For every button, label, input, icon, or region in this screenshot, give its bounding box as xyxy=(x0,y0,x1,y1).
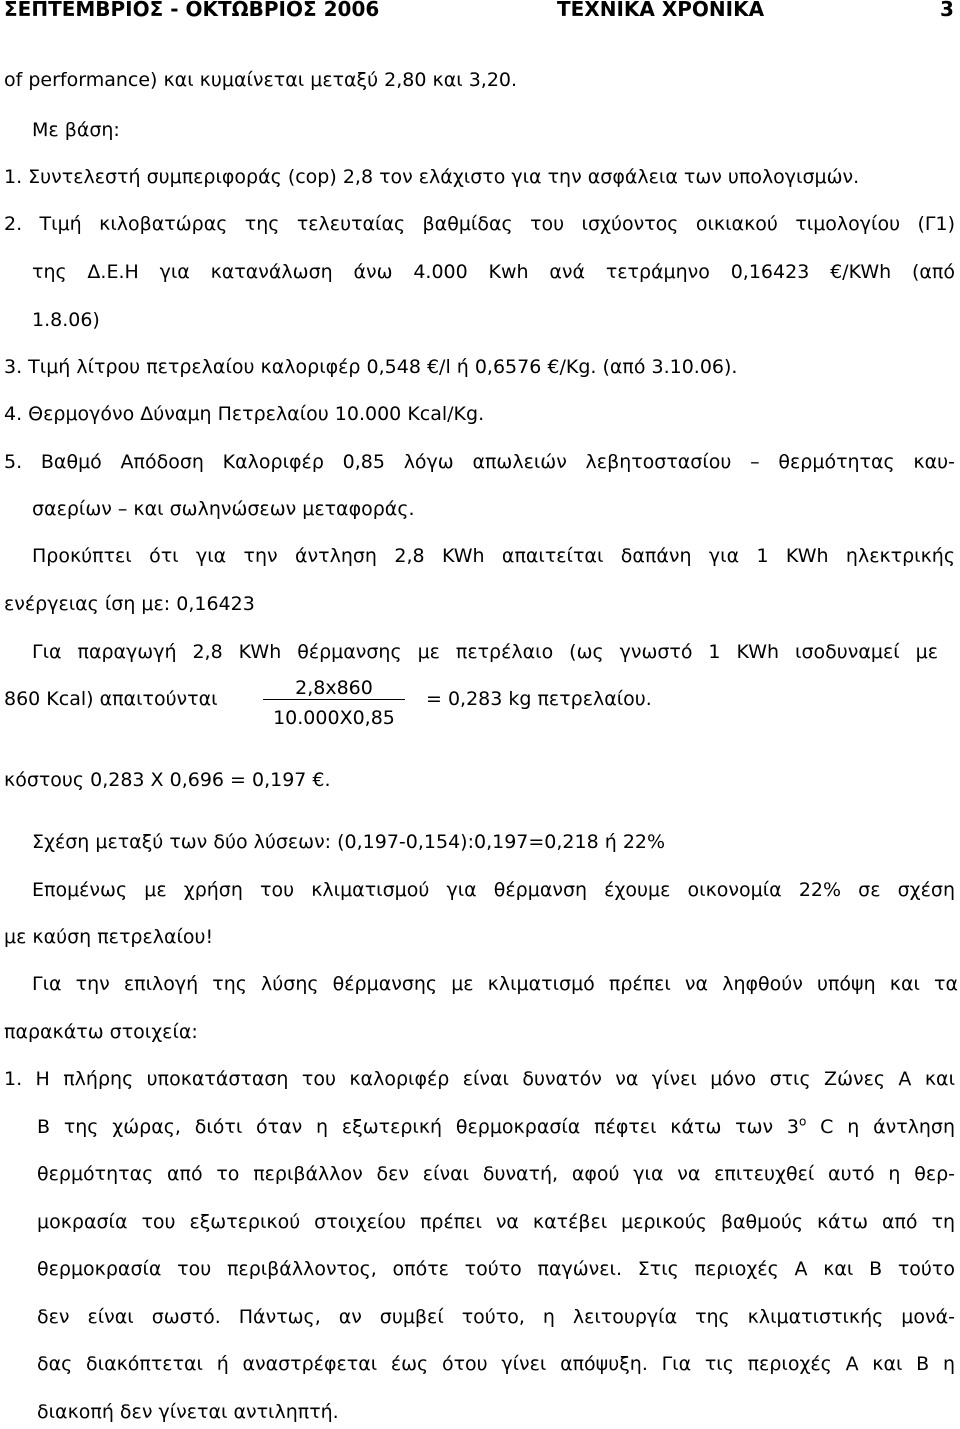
fraction-bar xyxy=(263,699,405,700)
oil-result: = 0,283 kg πετρελαίου. xyxy=(426,688,652,710)
assumption-5-line-2: σαερίων – και σωληνώσεων μεταφοράς. xyxy=(32,498,415,520)
assumption-3: 3. Τιμή λίτρου πετρελαίου καλοριφέρ 0,548 €/l ή 0,6576 €/Kg. (από 3.10.06). xyxy=(4,356,738,378)
consideration-1-line-4: μοκρασία του εξωτερικού στοιχείου πρέπει να κατέβει μερικούς βαθμούς κάτω από τη xyxy=(37,1211,955,1233)
assumption-1: 1. Συντελεστή συμπεριφοράς (cop) 2,8 τον ελάχιστο για την ασφάλεια των υπολογισμών. xyxy=(4,166,860,188)
considerations-intro-line-2: παρακάτω στοιχεία: xyxy=(4,1021,198,1043)
consideration-1-line-2 xyxy=(37,1115,955,1139)
consideration-1-line-3: θερμότητας από το περιβάλλον δεν είναι δυνατή, αφού για να επιτευχθεί αυτό η θερ- xyxy=(37,1163,955,1185)
fraction-numerator: 2,8x860 xyxy=(295,677,373,699)
considerations-intro-line-1: Για την επιλογή της λύσης θέρμανσης με κλιματισμό πρέπει να ληφθούν υπόψη και τα xyxy=(32,973,958,995)
basis-label: Με βάση: xyxy=(32,119,120,141)
consideration-1-line-1: 1. Η πλήρης υποκατάσταση του καλοριφέρ είναι δυνατόν να γίνει μόνο στις Ζώνες Α και xyxy=(4,1068,955,1090)
assumption-5-line-1: 5. Βαθμό Απόδοση Καλοριφέρ 0,85 λόγω απωλειών λεβητοστασίου – θερμότητας καυ- xyxy=(4,451,955,473)
consideration-1-line-6: δεν είναι σωστό. Πάντως, αν συμβεί τούτο, η λειτουργία της κλιματιστικής μονά- xyxy=(37,1306,955,1328)
electric-cost-line-2: ενέργειας ίση με: 0,16423 xyxy=(4,593,255,615)
oil-prefix: 860 Kcal) απαιτούνται xyxy=(4,688,218,710)
assumption-2-line-2: της Δ.Ε.Η για κατανάλωση άνω 4.000 Kwh ανά τετράμηνο 0,16423 €/KWh (από xyxy=(32,261,955,283)
oil-statement: Για παραγωγή 2,8 KWh θέρμανσης με πετρέλαιο (ως γνωστό 1 KWh ισοδυναμεί με xyxy=(32,641,938,663)
conclusion-line-1: Επομένως με χρήση του κλιματισμού για θέρμανση έχουμε οικονομία 22% σε σχέση xyxy=(32,879,955,901)
consideration-1-line-5: θερμοκρασία του περιβάλλοντος, οπότε τούτο παγώνει. Στις περιοχές Α και Β τούτο xyxy=(37,1258,955,1280)
consideration-1-line-7: δας διακόπτεται ή αναστρέφεται έως ότου γίνει απόψυξη. Για τις περιοχές Α και Β η xyxy=(37,1353,955,1375)
header-publication: ΤΕΧΝΙΚΑ ΧΡΟΝΙΚΑ xyxy=(557,0,765,21)
degree-superscript: ο xyxy=(799,1114,807,1129)
page-number: 3 xyxy=(940,0,954,21)
oil-cost: κόστους 0,283 X 0,696 = 0,197 €. xyxy=(4,769,331,791)
assumption-2-line-1: 2. Τιμή κιλοβατώρας της τελευταίας βαθμίδας του ισχύοντος οικιακού τιμολογίου (Γ1) xyxy=(4,213,955,235)
intro-continuation: of performance) και κυμαίνεται μεταξύ 2,80 και 3,20. xyxy=(4,69,518,91)
conclusion-line-2: με καύση πετρελαίου! xyxy=(4,926,214,948)
consideration-1-line-8: διακοπή δεν γίνεται αντιληπτή. xyxy=(37,1401,339,1423)
electric-cost-line-1: Προκύπτει ότι για την άντληση 2,8 KWh απαιτείται δαπάνη για 1 KWh ηλεκτρικής xyxy=(32,545,955,567)
assumption-4: 4. Θερμογόνο Δύναμη Πετρελαίου 10.000 Kcal/Kg. xyxy=(4,403,485,425)
consideration-1-line-2-after: C η άντληση xyxy=(806,1116,956,1138)
consideration-1-line-2-before: Β της χώρας, διότι όταν η εξωτερική θερμοκρασία πέφτει κάτω των 3 xyxy=(37,1116,800,1138)
comparison-ratio: Σχέση μεταξύ των δύο λύσεων: (0,197-0,154):0,197=0,218 ή 22% xyxy=(32,831,666,853)
header-issue: ΣΕΠΤΕΜΒΡΙΟΣ - ΟΚΤΩΒΡΙΟΣ 2006 xyxy=(4,0,380,21)
assumption-2-line-3: 1.8.06) xyxy=(32,309,100,331)
fraction-denominator: 10.000X0,85 xyxy=(273,707,395,729)
